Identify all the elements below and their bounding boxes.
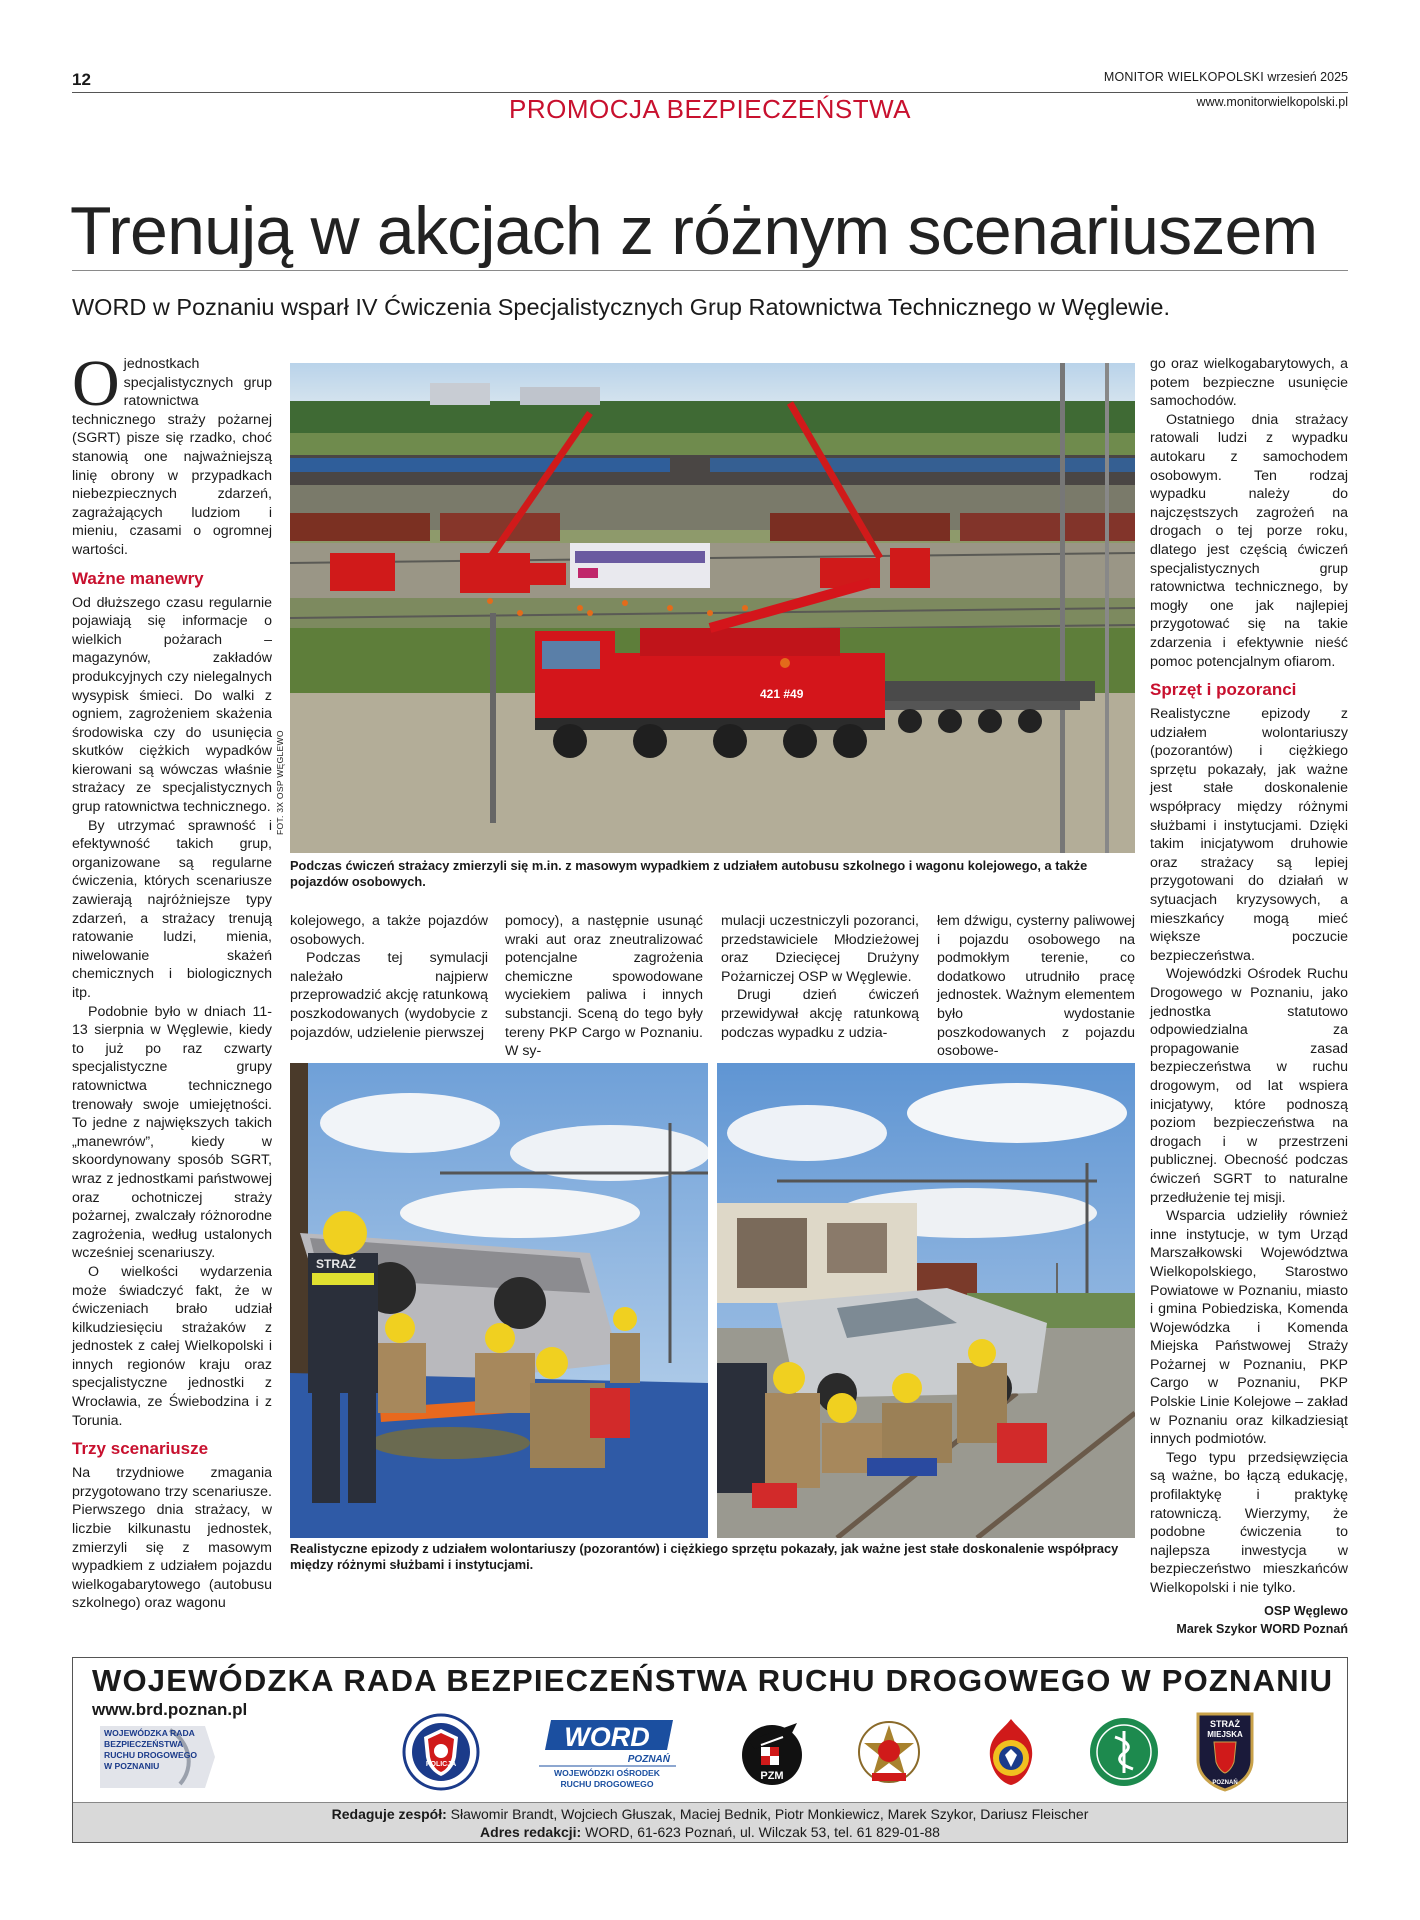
word-logo-text: WORD (564, 1722, 650, 1752)
logo-pzm (733, 1713, 811, 1791)
col1-paragraph-4: Podobnie było w dniach 11-13 sierpnia w Węglewie, kiedy to już po raz czwarty specjalistyczne grupy ratownictwa technicznego trenowały swoje umiejętności. To jedne z największych takich „manewrów”, kiedy w skoordynowany sposób SGRT, wraz z jednostkami państwowej oraz ochotniczej straży pożarnej, zwalczały różnorodne zagrożenia, według ustalonych wcześniej scenariuszy. (72, 1003, 272, 1262)
editors-names: Sławomir Brandt, Wojciech Głuszak, Maciej Bednik, Piotr Monkiewicz, Marek Szykor, Dariusz Fleischer (450, 1806, 1089, 1822)
pzm-label: PZM (760, 1770, 784, 1782)
logo-psp-firefighters (972, 1713, 1050, 1791)
logo-word (535, 1718, 680, 1790)
editors-label: Redaguje zespół: (331, 1806, 447, 1822)
byline-author: Marek Szykor WORD Poznań (1176, 1622, 1348, 1637)
col5-paragraph-5: Wsparcia udzieliły również inne instytucje, w tym Urząd Marszałkowski Województwa Wielkopolskiego, Starostwo Powiatowe w Poznaniu, miasto i gmina Pobiedziska, Komenda Wojewódzka i Komenda Miejska Państwowej Straży Pożarnej w Poznaniu, PKP Cargo w Poznaniu, PKP Polskie Linie Kolejowe – zakład w Poznaniu oraz kilkadziesiąt innych podmiotów. (1150, 1208, 1348, 1448)
col1-paragraph-5: O wielkości wydarzenia może świadczyć fakt, że w ćwiczeniach brało udział kilkudziesięciu strażaków z jednostek z całej Wielkopolski i innych regionów kraju oraz specjalistyczne jednostki z Wrocławia, ze Świebodzina i z Torunia. (72, 1263, 272, 1429)
word-logo-city: POZNAŃ (627, 1754, 670, 1765)
wrbrd-line-2: BEZPIECZEŃSTWA (104, 1739, 184, 1749)
mid-col4-text: łem dźwigu, cysterny paliwowej i pojazdu osobowego na podmokłym terenie, co dodatkowo utrudniło pracę jednostek. Ważnym elementem było wydostanie poszkodowanych z pojazdu osobowe- (937, 913, 1135, 1060)
mid-col3-text: mulacji uczestniczyli pozoranci, przedstawiciele Młodzieżowej oraz Dziecięcej Drużyny Pożarniczej OSP w Węglewie. (721, 913, 919, 985)
policja-label: POLICJA (425, 1761, 457, 1768)
headline-rule (72, 270, 1348, 271)
col5-paragraph-1: go oraz wielkogabarytowych, a potem bezpieczne usunięcie samochodów. (1150, 356, 1348, 410)
footer-title: WOJEWÓDZKA RADA BEZPIECZEŃSTWA RUCHU DROGOWEGO W POZNANIU (92, 1663, 1334, 1698)
mid-column-2 (505, 912, 703, 1061)
byline-osp: OSP Węglewo (1264, 1603, 1348, 1618)
wrbrd-line-4: W POZNANIU (104, 1761, 160, 1771)
photo-bus-rescue (290, 1063, 708, 1538)
wrbrd-line-1: WOJEWÓDZKA RADA (104, 1728, 195, 1738)
mid-column-4 (937, 912, 1135, 1061)
subhead-wazne-manewry: Ważne manewry (72, 568, 204, 588)
lead: WORD w Poznaniu wsparł IV Ćwiczenia Specjalistycznych Grup Ratownictwa Technicznego w Węglewie. (72, 294, 1170, 320)
footer-url[interactable]: www.brd.poznan.pl (92, 1700, 248, 1719)
publication-info (1104, 70, 1348, 84)
address-label: Adres redakcji: (480, 1824, 582, 1840)
logo-emblem-cross (850, 1713, 928, 1791)
footer-address (73, 1824, 1347, 1840)
column-1 (72, 347, 272, 1613)
section-title: PROMOCJA BEZPIECZEŃSTWA (508, 94, 912, 124)
word-logo-sub2: RUCHU DROGOWEGO (560, 1779, 654, 1789)
address-text: WORD, 61-623 Poznań, ul. Wilczak 53, tel. 61 829-01-88 (585, 1824, 940, 1840)
col1-paragraph-3: By utrzymać sprawność i efektywność takich grup, organizowane są regularne ćwiczenia, których scenariusze zawierają najróżniejsze typy zdarzeń, a strażacy trenują ratowanie ludzi, mienia, niwelowanie skażeń chemicznych i biologicznych itp. (72, 817, 272, 1001)
mid-col1-text: kolejowego, a także pojazdów osobowych. (290, 913, 488, 948)
col5-paragraph-2: Ostatniego dnia strażacy ratowali ludzi z wypadku autokaru z samochodem osobowym. Ten rodzaj wypadku należy do najczęstszych zagrożeń na drogach o tej porze roku, dlatego jest częścią ćwiczeń specjalistycznych grup ratownictwa technicznego, by mogły one jak najlepiej przygotować się na takie zdarzenia i efektywnie nieść pomoc potencjalnym ofiarom. (1150, 411, 1348, 670)
top-rule (72, 92, 1348, 93)
col5-paragraph-6: Tego typu przedsięwzięcia są ważne, bo łączą edukację, profilaktykę i praktykę ratowniczą. Wierzymy, że podobne ćwiczenia to najlepsza inwestycja w bezpieczeństwo mieszkańców Wielkopolski i nie tylko. (1150, 1449, 1348, 1596)
subhead-trzy-scenariusze: Trzy scenariusze (72, 1439, 209, 1459)
caption-1: Podczas ćwiczeń strażacy zmierzyli się m.in. z masowym wypadkiem z udziałem autobusu szkolnego i wagonu kolejowego, a także pojazdów osobowych. (290, 858, 1088, 889)
word-logo-sub1: WOJEWÓDZKI OŚRODEK (554, 1768, 660, 1778)
website-link[interactable]: www.monitorwielkopolski.pl (1196, 95, 1348, 109)
col1-paragraph-1: jednostkach specjalistycznych grup ratownictwa technicznego straży pożarnej (SGRT) pisze się rzadko, choć stanowią one najważniejszą linię obrony w przypadkach niebezpiecznych zdarzeń, zagrażających ludziom i mieniu, czasami o ogromnej wartości. (72, 356, 272, 558)
logo-straz-miejska (1192, 1710, 1258, 1792)
mid-col3b-text: Drugi dzień ćwiczeń przewidywał akcję ratunkową podczas wypadku z udzia- (721, 987, 919, 1041)
col1-paragraph-6: Na trzydniowe zmagania przygotowano trzy scenariusze. Pierwszego dnia strażacy, w liczbie kilkunastu jednostek, zmierzyli się z masowym wypadkiem z udziałem pojazdu wielkogabarytowego (autobusu szkolnego) oraz wagonu (72, 1465, 272, 1612)
photo-car-rescue (717, 1063, 1135, 1538)
subhead-sprzet-i-pozoranci: Sprzęt i pozoranci (1150, 680, 1297, 700)
straz-miejska-line-2: MIEJSKA (1207, 1730, 1243, 1739)
logo-policja (402, 1713, 480, 1791)
photo-credit: FOT. 3X OSP WĘGLEWO (275, 730, 285, 835)
col5-paragraph-3: Realistyczne epizody z udziałem wolontariuszy (pozorantów) i ciężkiego sprzętu pokazały, jak ważne jest stałe doskonalenie współpracy między różnymi służbami i instytucjami. Dzięki takim inicjatywom druhowie oraz strażacy są lepiej przygotowani do działań w sytuacjach kryzysowych, a mieszkańcy mogą mieć większe poczucie bezpieczeństwa. (1150, 706, 1348, 964)
publication-name: MONITOR WIELKOPOLSKI (1103, 70, 1264, 84)
column-5 (1150, 355, 1348, 1639)
col1-paragraph-2: Od dłuższego czasu regularnie pojawiają się informacje o wielkich pożarach – magazynów, zakładów produkcyjnych czy nielegalnych wysypisk śmieci. Do walki z ogniem, zagrożeniem skażenia środowiska czy do usunięcia skutków ciężkich wypadków kierowani są wówczas właśnie strażacy ze specjalistycznych grup ratownictwa technicznego. (72, 594, 272, 816)
dropcap: O (72, 347, 120, 420)
col5-paragraph-4: Wojewódzki Ośrodek Ruchu Drogowego w Poznaniu, jako jednostka statutowo odpowiedzialna za propagowanie zasad bezpieczeństwa w ruchu drogowym, od lat wspiera inicjatywy, które podnoszą poziom bezpieczeństwa na drogach i w przestrzeni publicznej. Obecność podczas ćwiczeń SGRT to naturalne przedłużenie tej misji. (1150, 966, 1348, 1206)
mid-col2-text: pomocy), a następnie usunąć wraki aut oraz zneutralizować potencjalne zagrożenia chemiczne spowodowane wyciekiem paliwa i innych substancji. Sceną do tego były tereny PKP Cargo w Poznaniu. W sy- (505, 913, 703, 1060)
straz-miejska-line-3: POZNAŃ (1212, 1780, 1238, 1786)
mid-col1b-text: Podczas tej symulacji należało najpierw przeprowadzić akcję ratunkową poszkodowanych (wydobycie z pojazdów, udzielenie pierwszej (290, 950, 488, 1041)
mid-column-1 (290, 912, 488, 1042)
truck-plate: 421 #49 (760, 687, 804, 701)
page-number: 12 (72, 70, 91, 89)
straz-miejska-line-1: STRAŻ (1210, 1719, 1240, 1729)
publication-date: wrzesień 2025 (1267, 70, 1348, 84)
footer-editors (73, 1806, 1347, 1822)
wrbrd-line-3: RUCHU DROGOWEGO (104, 1750, 198, 1760)
logo-green-medical (1085, 1713, 1163, 1791)
logo-wrbrd (100, 1722, 215, 1792)
photo-aerial-rescue (290, 363, 1135, 853)
vest-label: STRAŻ (316, 1257, 356, 1271)
headline: Trenują w akcjach z różnym scenariuszem (70, 193, 1318, 269)
mid-column-3 (721, 912, 919, 1042)
caption-2: Realistyczne epizody z udziałem wolontariuszy (pozorantów) i ciężkiego sprzętu pokazały, jak ważne jest stałe doskonalenie współpracy między różnymi służbami i instytucjami. (290, 1541, 1119, 1572)
